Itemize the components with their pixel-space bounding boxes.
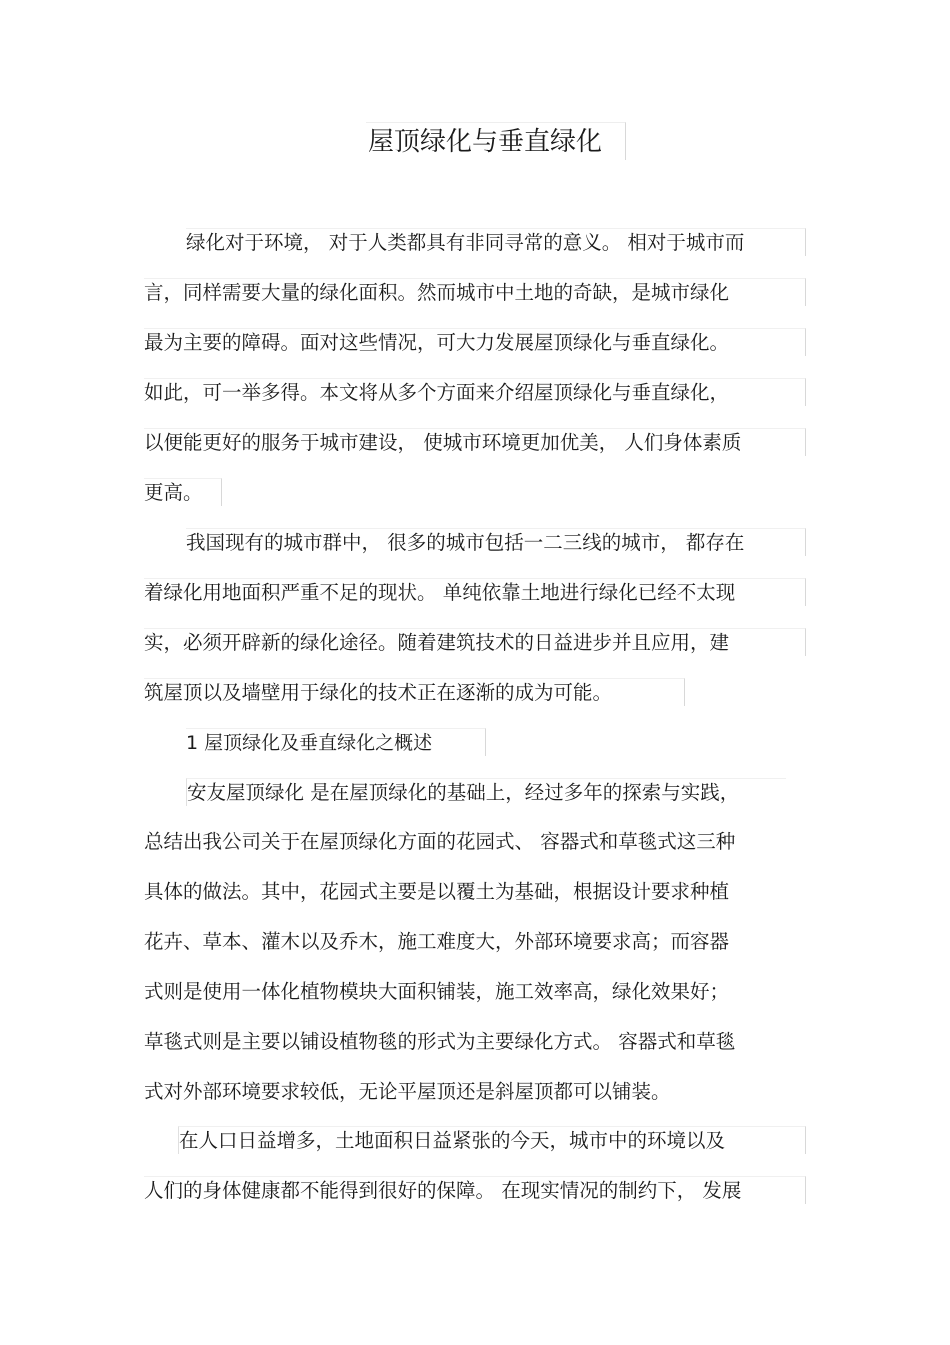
paragraph-line: 具体的做法。其中，花园式主要是以覆土为基础，根据设计要求种植 bbox=[144, 880, 730, 903]
paragraph-line: 人们的身体健康都不能得到很好的保障。 在现实情况的制约下， 发展 bbox=[144, 1176, 806, 1204]
paragraph-line: 式则是使用一体化植物模块大面积铺装，施工效率高，绿化效果好； bbox=[144, 980, 730, 1003]
paragraph-line: 我国现有的城市群中， 很多的城市包括一二三线的城市， 都存在 bbox=[186, 528, 806, 556]
paragraph-line: 在人口日益增多，土地面积日益紧张的今天，城市中的环境以及 bbox=[178, 1126, 806, 1154]
paragraph-line: 更高。 bbox=[144, 478, 222, 506]
paragraph-line: 最为主要的障碍。面对这些情况，可大力发展屋顶绿化与垂直绿化。 bbox=[144, 328, 806, 356]
paragraph-line: 花卉、草本、灌木以及乔木，施工难度大，外部环境要求高；而容器 bbox=[144, 930, 730, 953]
paragraph-line: 草毯式则是主要以铺设植物毯的形式为主要绿化方式。 容器式和草毯 bbox=[144, 1030, 736, 1053]
paragraph-line: 式对外部环境要求较低，无论平屋顶还是斜屋顶都可以铺装。 bbox=[144, 1080, 671, 1103]
section-heading: 1 屋顶绿化及垂直绿化之概述 bbox=[186, 728, 486, 756]
paragraph-line: 筑屋顶以及墙壁用于绿化的技术正在逐渐的成为可能。 bbox=[144, 678, 685, 706]
paragraph-line: 着绿化用地面积严重不足的现状。 单纯依靠土地进行绿化已经不太现 bbox=[144, 578, 806, 606]
paragraph-line: 如此，可一举多得。本文将从多个方面来介绍屋顶绿化与垂直绿化， bbox=[144, 378, 806, 406]
paragraph-line: 实，必须开辟新的绿化途径。随着建筑技术的日益进步并且应用，建 bbox=[144, 628, 806, 656]
paragraph-line: 绿化对于环境， 对于人类都具有非同寻常的意义。 相对于城市而 bbox=[186, 228, 806, 256]
paragraph-line: 安友屋顶绿化 是在屋顶绿化的基础上，经过多年的探索与实践， bbox=[186, 778, 786, 806]
paragraph-line: 总结出我公司关于在屋顶绿化方面的花园式、 容器式和草毯式这三种 bbox=[144, 830, 736, 853]
paragraph-line: 以便能更好的服务于城市建设， 使城市环境更加优美， 人们身体素质 bbox=[144, 428, 806, 456]
page-title: 屋顶绿化与垂直绿化 bbox=[366, 122, 626, 160]
paragraph-line: 言，同样需要大量的绿化面积。然而城市中土地的奇缺，是城市绿化 bbox=[144, 278, 806, 306]
